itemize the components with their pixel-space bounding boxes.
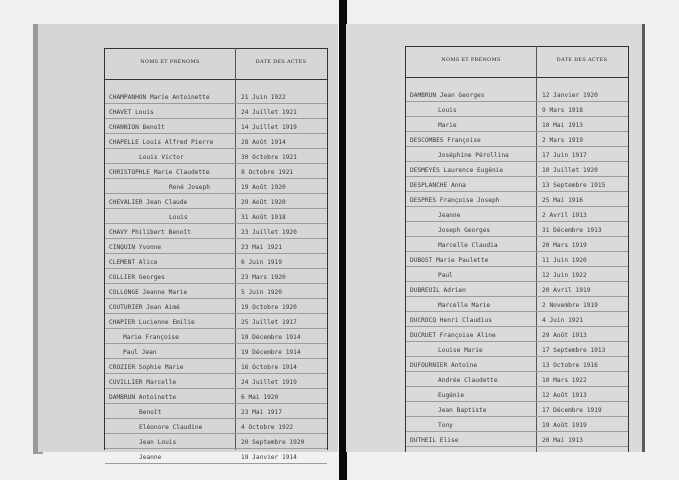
ledger-row — [105, 343, 327, 359]
ledger-row — [105, 103, 327, 119]
name-entry: Jeanne — [139, 454, 162, 461]
ledger-row — [105, 253, 327, 269]
date-entry: 30 Octobre 1921 — [241, 154, 297, 161]
date-entry: 12 Janvier 1920 — [542, 92, 598, 99]
name-entry: COLLONGE Jeanne Marie — [109, 289, 188, 296]
ledger-row — [105, 208, 327, 224]
name-entry: Jeanne — [438, 212, 461, 219]
ledger-row — [406, 86, 628, 102]
right-table-header — [406, 46, 628, 78]
name-entry: Marie Françoise — [123, 334, 179, 341]
name-entry: DUCROCQ Henri Claudius — [410, 317, 492, 324]
name-entry: CHAPELLE Louis Alfred Pierre — [109, 139, 214, 146]
name-entry: Tony — [438, 422, 453, 429]
ledger-row — [105, 178, 327, 194]
name-entry: CROZIER Sophie Marie — [109, 364, 184, 371]
ledger-row — [406, 326, 628, 342]
name-entry: DESMEYES Laurence Eugénie — [410, 167, 504, 174]
date-entry: 20 Avril 1919 — [542, 287, 591, 294]
name-entry: DUFOURNIER Antoine — [410, 362, 478, 369]
ledger-row — [105, 373, 327, 389]
date-entry: 20 Mars 1919 — [542, 242, 587, 249]
date-entry: 13 Octobre 1916 — [542, 362, 598, 369]
date-entry: 11 Juin 1920 — [542, 257, 587, 264]
column-header-names: NOMS ET PRÉNOMS — [441, 57, 501, 63]
ledger-row — [406, 191, 628, 207]
ledger-row — [406, 341, 628, 357]
ledger-row — [406, 311, 628, 327]
right-page — [346, 24, 642, 452]
ledger-row — [406, 101, 628, 117]
date-entry: 13 Septembre 1915 — [542, 182, 606, 189]
date-entry: 10 Mars 1922 — [542, 377, 587, 384]
name-entry: CHAPIER Lucienne Emilie — [109, 319, 195, 326]
date-entry: 20 Mai 1913 — [542, 437, 583, 444]
ledger-row — [105, 418, 327, 434]
name-entry: Jean Baptiste — [438, 407, 487, 414]
ledger-row — [105, 148, 327, 164]
date-entry: 14 Juillet 1919 — [241, 124, 297, 131]
ledger-row — [105, 283, 327, 299]
left-table-header — [105, 48, 327, 80]
name-entry: CHAVET Louis — [109, 109, 154, 116]
name-entry: DESPLANCHE Anna — [410, 182, 466, 189]
date-entry: 12 Août 1913 — [542, 392, 587, 399]
name-entry: DESPRES Françoise Joseph — [410, 197, 500, 204]
ledger-row — [406, 401, 628, 417]
ledger-row — [105, 268, 327, 284]
ledger-row — [406, 296, 628, 312]
date-entry: 19 Août 1919 — [542, 422, 587, 429]
ledger-row — [406, 431, 628, 447]
ledger-row — [406, 116, 628, 132]
ledger-row — [105, 328, 327, 344]
date-entry: 29 Août 1913 — [542, 332, 587, 339]
date-entry: 23 Mars 1920 — [241, 274, 286, 281]
date-entry: 6 Mai 1920 — [241, 394, 279, 401]
name-entry: CINQUIN Yvonne — [109, 244, 162, 251]
ledger-row — [105, 88, 327, 104]
date-entry: 24 Juillet 1921 — [241, 109, 297, 116]
name-entry: CLEMENT Alice — [109, 259, 158, 266]
date-entry: 4 Octobre 1922 — [241, 424, 294, 431]
ledger-row — [105, 223, 327, 239]
name-entry: Eugénie — [438, 392, 465, 399]
name-entry: DUTHEIL Elise — [410, 437, 459, 444]
date-entry: 17 Septembre 1913 — [542, 347, 606, 354]
name-entry: DUCRUET Françoise Aline — [410, 332, 496, 339]
date-entry: 2 Avril 1913 — [542, 212, 587, 219]
ledger-row — [406, 281, 628, 297]
ledger-row — [406, 251, 628, 267]
ledger-row — [406, 206, 628, 222]
name-entry: Joséphine Pérollina — [438, 152, 509, 159]
name-entry: Louise Marie — [438, 347, 483, 354]
date-entry: 21 Juin 1922 — [241, 94, 286, 101]
name-entry: DESCOMBES Françoise — [410, 137, 481, 144]
name-entry: Louis Victor — [139, 154, 184, 161]
name-entry: Paul — [438, 272, 453, 279]
name-entry: DUBREUIL Adrien — [410, 287, 466, 294]
ledger-row — [406, 161, 628, 177]
date-entry: 28 Août 1914 — [241, 139, 286, 146]
left-rows — [105, 88, 327, 461]
ledger-row — [406, 371, 628, 387]
ledger-row — [406, 236, 628, 252]
date-entry: 16 Octobre 1914 — [241, 364, 297, 371]
right-ledger-table — [405, 46, 629, 452]
date-entry: 17 Décembre 1919 — [542, 407, 602, 414]
name-entry: CHRISTOPHLE Marie Claudette — [109, 169, 210, 176]
date-entry: 5 Juin 1920 — [241, 289, 282, 296]
date-entry: 25 Mai 1916 — [542, 197, 583, 204]
ledger-row — [105, 298, 327, 314]
name-entry: Louis — [438, 107, 457, 114]
ledger-row — [105, 433, 327, 449]
name-entry: René Joseph — [169, 184, 210, 191]
ledger-row — [406, 131, 628, 147]
column-header-dates: DATE DES ACTES — [556, 57, 608, 63]
ledger-row — [105, 118, 327, 134]
ledger-row — [406, 146, 628, 162]
date-entry: 23 Juillet 1920 — [241, 229, 297, 236]
date-entry: 20 Septembre 1920 — [241, 439, 305, 446]
page-edge — [642, 24, 645, 452]
date-entry: 10 Mai 1913 — [542, 122, 583, 129]
ledger-row — [105, 163, 327, 179]
date-entry: 10 Juillet 1920 — [542, 167, 598, 174]
name-entry: Joseph Georges — [438, 227, 491, 234]
date-entry: 23 Mai 1921 — [241, 244, 282, 251]
ledger-row — [406, 221, 628, 237]
name-entry: DUBOST Marie Paulette — [410, 257, 489, 264]
ledger-row — [105, 388, 327, 404]
name-entry: CHAVY Philibert Benoît — [109, 229, 191, 236]
name-entry: Benoît — [139, 409, 162, 416]
name-entry: CHAMPANHON Marie Antoinette — [109, 94, 210, 101]
left-page — [38, 24, 338, 461]
date-entry: 24 Juillet 1919 — [241, 379, 297, 386]
name-entry: CHEVALIER Jean Claude — [109, 199, 188, 206]
right-rows — [406, 86, 628, 452]
column-header-names: NOMS ET PRÉNOMS — [140, 59, 200, 65]
ledger-row — [406, 266, 628, 282]
ledger-row — [105, 238, 327, 254]
ledger-row — [105, 358, 327, 374]
date-entry: 23 Mai 1917 — [241, 409, 282, 416]
name-entry: Louis — [169, 214, 188, 221]
ledger-row — [406, 176, 628, 192]
date-entry: 31 Août 1918 — [241, 214, 286, 221]
name-entry: CHANNION Benoît — [109, 124, 165, 131]
name-entry: DAMBRUN Antoinette — [109, 394, 177, 401]
date-entry: 25 Juillet 1917 — [241, 319, 297, 326]
ledger-row — [105, 313, 327, 329]
date-entry: 19 Octobre 1920 — [241, 304, 297, 311]
name-entry: CUVILLIER Marcelle — [109, 379, 177, 386]
name-entry: Eléonore Claudine — [139, 424, 203, 431]
name-entry: Jean Louis — [139, 439, 177, 446]
left-ledger-table — [104, 48, 328, 461]
date-entry: 19 Janvier 1914 — [241, 454, 297, 461]
date-entry: 2 Mars 1919 — [542, 137, 583, 144]
name-entry: Marie — [438, 122, 457, 129]
ledger-row — [406, 386, 628, 402]
date-entry: 17 Juin 1917 — [542, 152, 587, 159]
name-entry: DAMBRUN Jean Georges — [410, 92, 485, 99]
ledger-row — [406, 356, 628, 372]
name-entry: Marcelle Claudia — [438, 242, 498, 249]
name-entry: COLLIER Georges — [109, 274, 165, 281]
name-entry: Paul Jean — [123, 349, 157, 356]
date-entry: 8 Octobre 1921 — [241, 169, 294, 176]
column-header-dates: DATE DES ACTES — [255, 59, 307, 65]
date-entry: 19 Août 1920 — [241, 184, 286, 191]
date-entry: 12 Juin 1922 — [542, 272, 587, 279]
date-entry: 4 Juin 1921 — [542, 317, 583, 324]
name-entry: Marcelle Marie — [438, 302, 491, 309]
date-entry: 19 Décembre 1914 — [241, 349, 301, 356]
date-entry: 2 Novembre 1919 — [542, 302, 598, 309]
ledger-row — [105, 193, 327, 209]
name-entry: COUTURIER Jean Aimé — [109, 304, 180, 311]
ledger-row — [105, 133, 327, 149]
date-entry: 6 Juin 1919 — [241, 259, 282, 266]
name-entry: Andrée Claudette — [438, 377, 498, 384]
date-entry: 31 Décembre 1913 — [542, 227, 602, 234]
date-entry: 19 Décembre 1914 — [241, 334, 301, 341]
date-entry: 29 Août 1920 — [241, 199, 286, 206]
ledger-row — [105, 403, 327, 419]
date-entry: 9 Mars 1918 — [542, 107, 583, 114]
ledger-row — [406, 416, 628, 432]
ledger-row — [105, 448, 327, 464]
